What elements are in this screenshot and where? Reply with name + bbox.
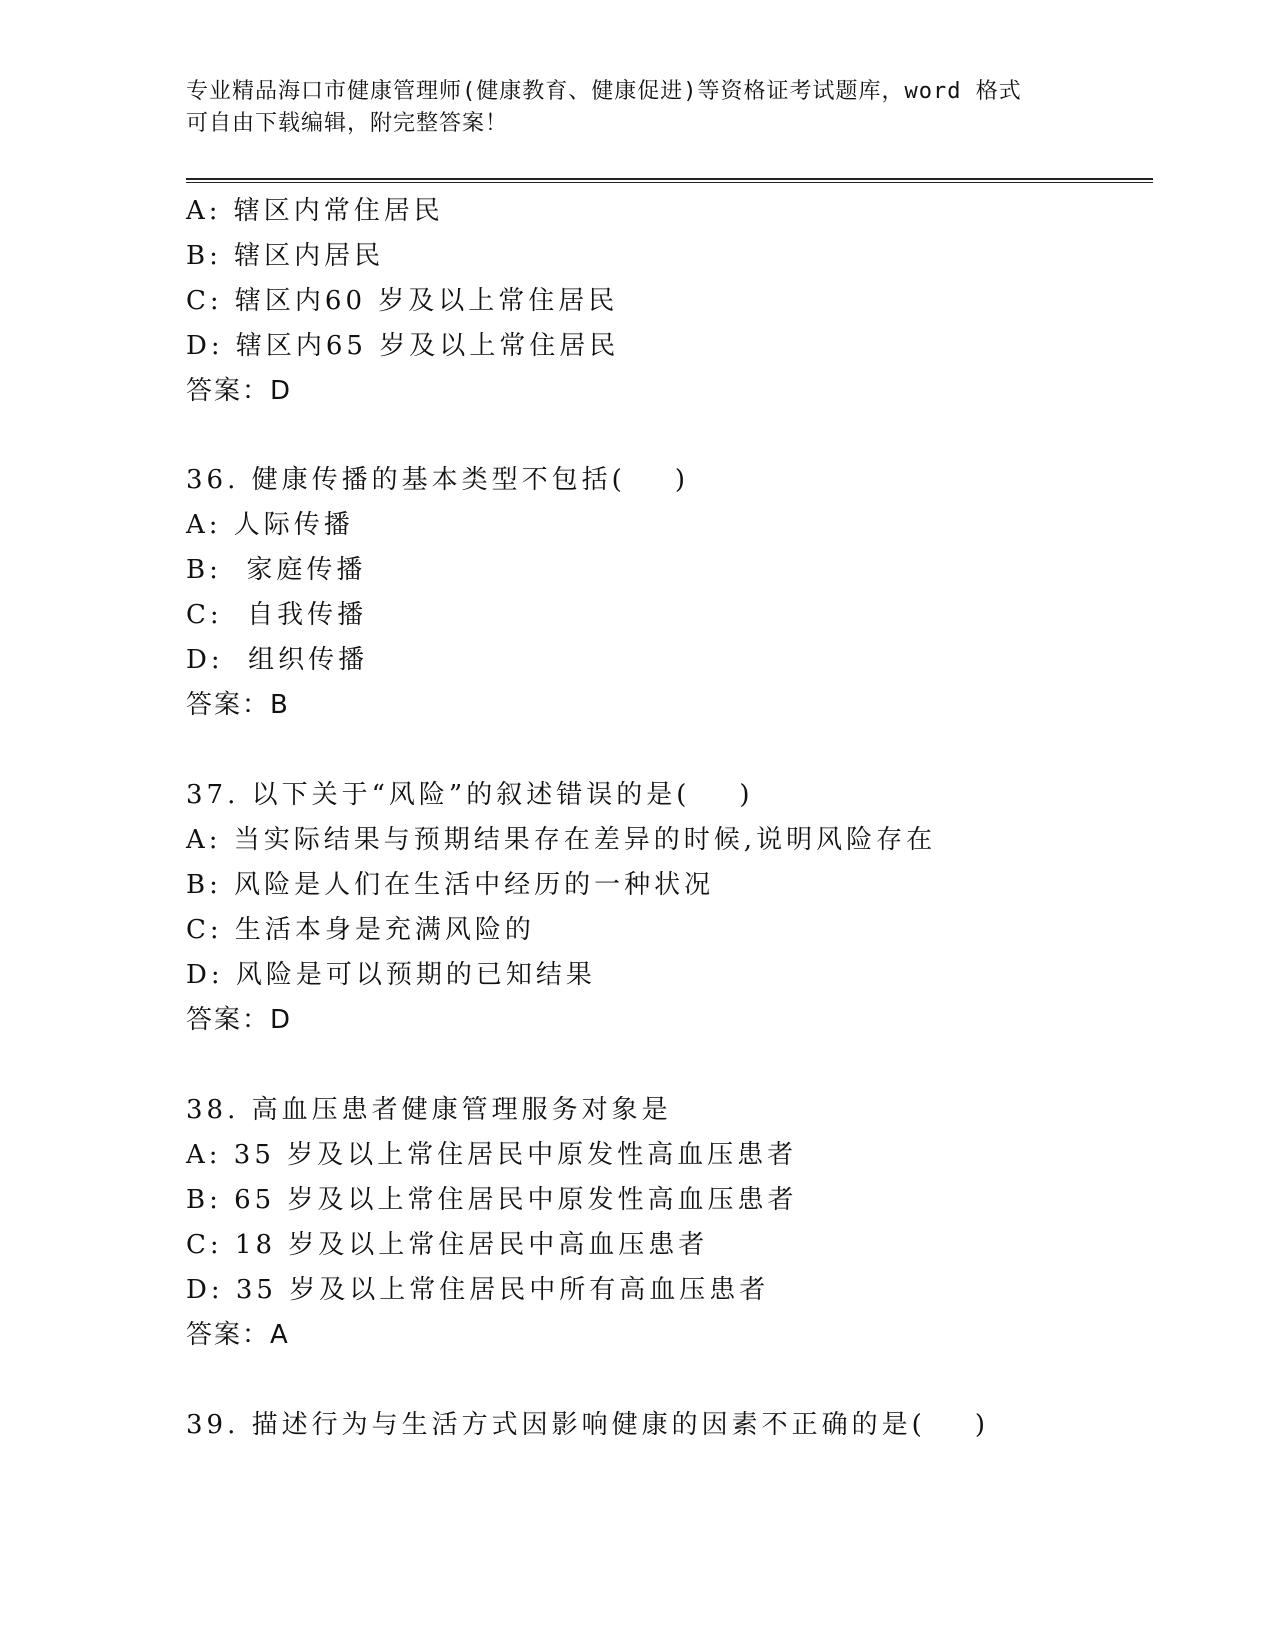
q38-option-d: D: 35 岁及以上常住居民中所有高血压患者 <box>186 1275 770 1305</box>
q38-option-c: C: 18 岁及以上常住居民中高血压患者 <box>186 1230 709 1260</box>
q37-option-a: A: 当实际结果与预期结果存在差异的时候,说明风险存在 <box>186 825 937 855</box>
header-line-2: 可自由下载编辑，附完整答案！ <box>186 111 509 136</box>
document-header <box>186 76 1086 140</box>
header-divider-thick <box>186 178 1153 180</box>
header-divider-thin <box>186 182 1153 183</box>
q35-option-d: D: 辖区内65 岁及以上常住居民 <box>186 331 620 361</box>
q37-option-d: D: 风险是可以预期的已知结果 <box>186 960 596 990</box>
q35-option-b: B: 辖区内居民 <box>186 241 385 271</box>
q39-question: 39. 描述行为与生活方式因影响健康的因素不正确的是( ) <box>186 1410 989 1440</box>
q35-answer: 答案：D <box>186 376 293 406</box>
q36-answer: 答案：B <box>186 690 290 720</box>
q36-question: 36. 健康传播的基本类型不包括( ) <box>186 465 689 495</box>
q36-option-d: D: 组织传播 <box>186 645 369 675</box>
q36-option-b: B: 家庭传播 <box>186 555 367 585</box>
q36-option-a: A: 人际传播 <box>186 510 354 540</box>
q37-answer: 答案：D <box>186 1005 293 1035</box>
q38-answer: 答案：A <box>186 1320 290 1350</box>
q35-option-a: A: 辖区内常住居民 <box>186 196 444 226</box>
q38-option-b: B: 65 岁及以上常住居民中原发性高血压患者 <box>186 1185 798 1215</box>
q37-option-c: C: 生活本身是充满风险的 <box>186 915 535 945</box>
q37-question: 37. 以下关于“风险”的叙述错误的是( ) <box>186 780 754 810</box>
q35-option-c: C: 辖区内60 岁及以上常住居民 <box>186 286 619 316</box>
q36-option-c: C: 自我传播 <box>186 600 368 630</box>
header-line-1: 专业精品海口市健康管理师(健康教育、健康促进)等资格证考试题库，word 格式 <box>186 79 1022 104</box>
q38-option-a: A: 35 岁及以上常住居民中原发性高血压患者 <box>186 1140 798 1170</box>
q37-option-b: B: 风险是人们在生活中经历的一种状况 <box>186 870 715 900</box>
q38-question: 38. 高血压患者健康管理服务对象是 <box>186 1095 672 1125</box>
